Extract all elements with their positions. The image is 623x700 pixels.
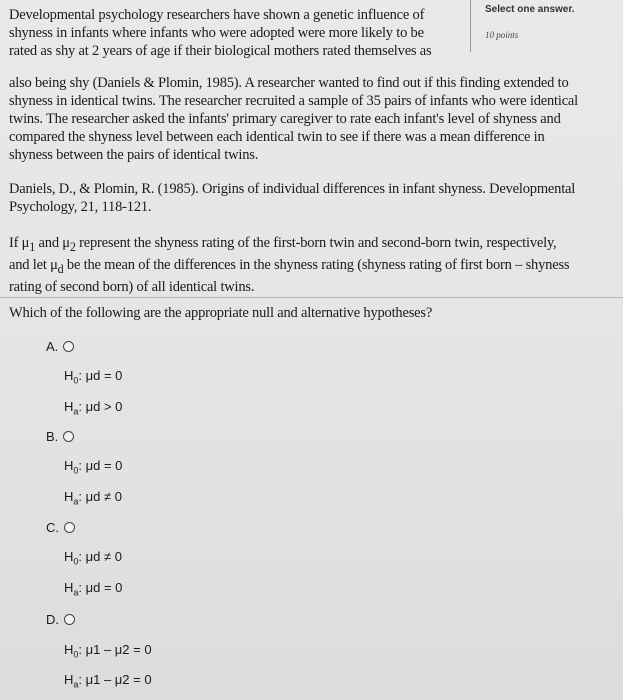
citation-line: Daniels, D., & Plomin, R. (1985). Origins of individual differences in infant shyness. Developmental bbox=[9, 181, 576, 197]
divider bbox=[0, 297, 623, 298]
problem-body bbox=[9, 74, 613, 164]
option-a-alt-hypothesis: $H_a$: μd > 0 bbox=[64, 399, 123, 417]
option-b-radio[interactable] bbox=[63, 431, 74, 442]
option-a-label: A. bbox=[46, 339, 59, 354]
option-a[interactable] bbox=[46, 339, 74, 354]
option-b[interactable] bbox=[46, 429, 74, 444]
problem-line: also being shy (Daniels & Plomin, 1985). A researcher wanted to find out if this finding extended to bbox=[9, 75, 569, 91]
select-one-answer-label: Select one answer. bbox=[485, 4, 575, 15]
problem-line: twins. The researcher asked the infants' primary caregiver to rate each infant's level of shyness and bbox=[9, 111, 561, 127]
problem-intro bbox=[9, 6, 467, 60]
option-c[interactable] bbox=[46, 520, 75, 535]
option-b-alt-hypothesis: $H_a$: μd ≠ 0 bbox=[64, 489, 122, 507]
option-c-alt-hypothesis: $H_a$: μd = 0 bbox=[64, 580, 123, 598]
option-a-radio[interactable] bbox=[63, 341, 74, 352]
problem-line: shyness in infants where infants who were adopted were more likely to be bbox=[9, 25, 424, 41]
option-c-null-hypothesis: $H_0$: μd ≠ 0 bbox=[64, 549, 122, 567]
option-c-radio[interactable] bbox=[64, 522, 75, 533]
definition-line-2: and let $\mu_d$ be the mean of the differences in the shyness rating (shyness rating of first born – shyness bbox=[9, 256, 570, 276]
problem-line: Developmental psychology researchers have shown a genetic influence of bbox=[9, 7, 425, 23]
question-prompt: Which of the following are the appropriate null and alternative hypotheses? bbox=[9, 305, 433, 321]
option-b-label: B. bbox=[46, 429, 59, 444]
problem-line: rated as shy at 2 years of age if their biological mothers rated themselves as bbox=[9, 43, 432, 59]
definition-line-3: rating of second born) of all identical twins. bbox=[9, 278, 255, 295]
definitions bbox=[9, 234, 613, 296]
problem-line: shyness between the pairs of identical twins. bbox=[9, 147, 259, 163]
option-c-label: C. bbox=[46, 520, 59, 535]
option-d[interactable] bbox=[46, 612, 75, 627]
problem-line: shyness in identical twins. The researcher recruited a sample of 35 pairs of infants who were identical bbox=[9, 93, 579, 109]
citation bbox=[9, 180, 613, 216]
instructions-box bbox=[470, 0, 623, 52]
option-d-label: D. bbox=[46, 612, 59, 627]
citation-line: Psychology, 21, 118-121. bbox=[9, 199, 152, 215]
option-b-null-hypothesis: $H_0$: μd = 0 bbox=[64, 458, 123, 476]
option-d-null-hypothesis: $H_0$: μ1 – μ2 = 0 bbox=[64, 642, 152, 660]
option-d-radio[interactable] bbox=[64, 614, 75, 625]
problem-line: compared the shyness level between each identical twin to see if there was a mean difference in bbox=[9, 129, 545, 145]
definition-line-1: If $\mu_1$ and $\mu_2$ represent the shyness rating of the first-born twin and second-born twin, respectively, bbox=[9, 235, 557, 254]
points-label: 10 points bbox=[485, 30, 519, 40]
option-d-alt-hypothesis: $H_a$: μ1 – μ2 = 0 bbox=[64, 672, 152, 690]
option-a-null-hypothesis: $H_0$: μd = 0 bbox=[64, 368, 123, 386]
